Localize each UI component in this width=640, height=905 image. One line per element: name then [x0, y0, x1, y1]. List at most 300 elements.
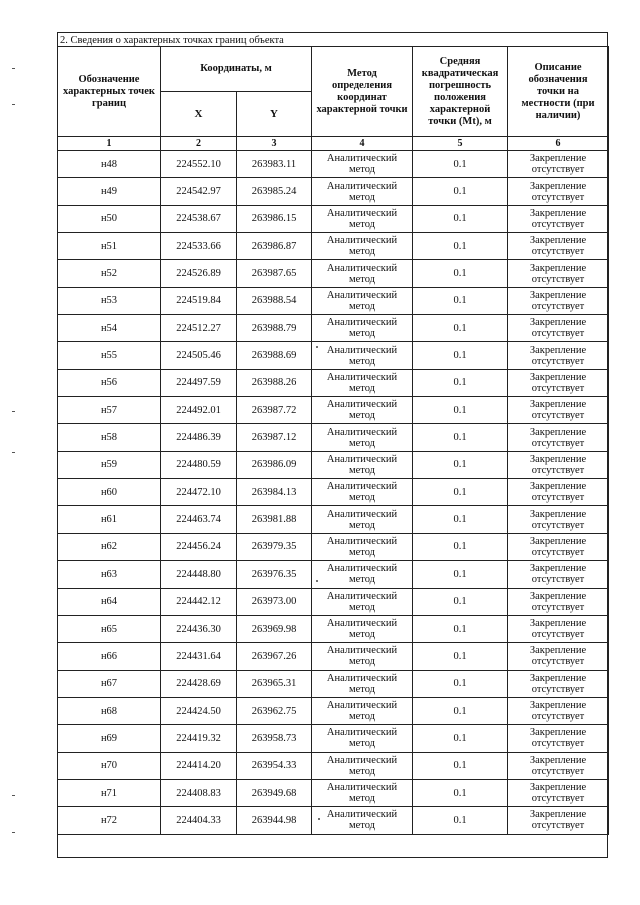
- coord-y: 263988.79: [237, 315, 312, 342]
- table-body: [58, 151, 609, 835]
- description-line: отсутствует: [531, 601, 585, 613]
- method-cell: [312, 506, 413, 533]
- method-line: Аналитический: [326, 618, 398, 630]
- header-description-line: местности (при: [521, 97, 595, 109]
- method-line: метод: [348, 519, 376, 531]
- header-description-line: точки на: [537, 85, 579, 97]
- accuracy-mt: 0.1: [413, 561, 508, 588]
- header-description-line: Описание: [534, 61, 582, 73]
- coord-x: 224404.33: [161, 807, 237, 834]
- description-cell: [508, 615, 609, 642]
- method-line: метод: [348, 793, 376, 805]
- coord-y: 263967.26: [237, 643, 312, 670]
- method-line: Аналитический: [326, 399, 398, 411]
- description-cell: [508, 369, 609, 396]
- coord-y: 263954.33: [237, 752, 312, 779]
- coord-y: 263981.88: [237, 506, 312, 533]
- margin-mark: [12, 68, 15, 69]
- coord-y: 263988.26: [237, 369, 312, 396]
- method-cell: [312, 424, 413, 451]
- table-row: [58, 643, 609, 670]
- description-line: отсутствует: [531, 793, 585, 805]
- method-cell: [312, 369, 413, 396]
- method-cell: [312, 287, 413, 314]
- coord-x: 224497.59: [161, 369, 237, 396]
- method-line: Аналитический: [326, 535, 398, 547]
- coord-y: 263962.75: [237, 697, 312, 724]
- table-row: [58, 342, 609, 369]
- method-line: Аналитический: [326, 207, 398, 219]
- description-line: отсутствует: [531, 738, 585, 750]
- method-line: Аналитический: [326, 453, 398, 465]
- header-method-line: Метод: [347, 67, 377, 79]
- coord-y: 263944.98: [237, 807, 312, 834]
- header-point: [58, 47, 161, 137]
- coord-x: 224519.84: [161, 287, 237, 314]
- coord-x: 224408.83: [161, 779, 237, 806]
- description-line: отсутствует: [531, 300, 585, 312]
- header-method: [312, 47, 413, 137]
- method-line: метод: [348, 437, 376, 449]
- method-line: метод: [348, 218, 376, 230]
- boundary-points-table: [57, 46, 609, 835]
- header-description-line: наличии): [535, 109, 581, 121]
- column-number: 3: [237, 137, 312, 151]
- point-id: н71: [58, 779, 161, 806]
- method-line: Аналитический: [326, 235, 398, 247]
- column-number: 1: [58, 137, 161, 151]
- description-line: отсутствует: [531, 629, 585, 641]
- point-id: н69: [58, 725, 161, 752]
- accuracy-mt: 0.1: [413, 643, 508, 670]
- column-number: 6: [508, 137, 609, 151]
- description-line: отсутствует: [531, 683, 585, 695]
- method-line: метод: [348, 683, 376, 695]
- method-line: Аналитический: [326, 317, 398, 329]
- margin-mark: [12, 411, 15, 412]
- scan-speck: [316, 346, 318, 348]
- point-id: н55: [58, 342, 161, 369]
- coord-x: 224486.39: [161, 424, 237, 451]
- table-row: [58, 424, 609, 451]
- table-row: [58, 451, 609, 478]
- coord-x: 224414.20: [161, 752, 237, 779]
- description-cell: [508, 506, 609, 533]
- table-row: [58, 697, 609, 724]
- method-line: Аналитический: [326, 508, 398, 520]
- coord-x: 224419.32: [161, 725, 237, 752]
- table-row: [58, 397, 609, 424]
- table-row: [58, 151, 609, 178]
- coord-x: 224533.66: [161, 233, 237, 260]
- column-number: 2: [161, 137, 237, 151]
- margin-mark: [12, 104, 15, 105]
- description-cell: [508, 670, 609, 697]
- table-row: [58, 369, 609, 396]
- scan-speck: [318, 818, 320, 820]
- point-id: н57: [58, 397, 161, 424]
- method-cell: [312, 588, 413, 615]
- table-row: [58, 233, 609, 260]
- table-row: [58, 315, 609, 342]
- point-id: н66: [58, 643, 161, 670]
- header-point-line: Обозначение: [78, 73, 140, 85]
- description-line: Закрепление: [529, 180, 587, 192]
- coord-y: 263949.68: [237, 779, 312, 806]
- point-id: н49: [58, 178, 161, 205]
- description-cell: [508, 561, 609, 588]
- description-line: отсутствует: [531, 410, 585, 422]
- accuracy-mt: 0.1: [413, 725, 508, 752]
- point-id: н62: [58, 533, 161, 560]
- description-line: Закрепление: [529, 235, 587, 247]
- description-cell: [508, 479, 609, 506]
- margin-mark: [12, 452, 15, 453]
- method-cell: [312, 451, 413, 478]
- column-number: 4: [312, 137, 413, 151]
- point-id: н63: [58, 561, 161, 588]
- coord-x: 224542.97: [161, 178, 237, 205]
- description-cell: [508, 779, 609, 806]
- point-id: н53: [58, 287, 161, 314]
- header-accuracy-line: точки (Mt), м: [428, 115, 492, 127]
- method-line: метод: [348, 820, 376, 832]
- coord-x: 224552.10: [161, 151, 237, 178]
- description-line: Закрепление: [529, 207, 587, 219]
- coord-x: 224424.50: [161, 697, 237, 724]
- header-coords: Координаты, м: [161, 47, 312, 92]
- coord-x: 224456.24: [161, 533, 237, 560]
- header-accuracy-line: погрешность: [428, 79, 492, 91]
- coord-y: 263969.98: [237, 615, 312, 642]
- table-row: [58, 779, 609, 806]
- coord-y: 263987.65: [237, 260, 312, 287]
- accuracy-mt: 0.1: [413, 506, 508, 533]
- method-line: метод: [348, 656, 376, 668]
- coord-y: 263987.12: [237, 424, 312, 451]
- column-number-row: [58, 137, 609, 151]
- point-id: н61: [58, 506, 161, 533]
- description-line: Закрепление: [529, 453, 587, 465]
- table-row: [58, 287, 609, 314]
- description-cell: [508, 697, 609, 724]
- method-line: метод: [348, 546, 376, 558]
- method-line: Аналитический: [326, 153, 398, 165]
- method-line: Аналитический: [326, 754, 398, 766]
- coord-x: 224442.12: [161, 588, 237, 615]
- method-cell: [312, 260, 413, 287]
- method-cell: [312, 233, 413, 260]
- header-accuracy-line: характерной: [429, 103, 491, 115]
- header-accuracy-line: Средняя: [439, 55, 481, 67]
- method-line: метод: [348, 765, 376, 777]
- description-line: Закрепление: [529, 317, 587, 329]
- description-line: отсутствует: [531, 464, 585, 476]
- method-line: Аналитический: [326, 590, 398, 602]
- method-cell: [312, 397, 413, 424]
- accuracy-mt: 0.1: [413, 397, 508, 424]
- point-id: н70: [58, 752, 161, 779]
- coord-x: 224512.27: [161, 315, 237, 342]
- description-line: Закрепление: [529, 344, 587, 356]
- description-line: отсутствует: [531, 437, 585, 449]
- accuracy-mt: 0.1: [413, 287, 508, 314]
- method-line: метод: [348, 246, 376, 258]
- method-line: метод: [348, 629, 376, 641]
- accuracy-mt: 0.1: [413, 205, 508, 232]
- coord-y: 263988.69: [237, 342, 312, 369]
- header-description: [508, 47, 609, 137]
- method-cell: [312, 178, 413, 205]
- point-id: н51: [58, 233, 161, 260]
- method-line: метод: [348, 300, 376, 312]
- description-line: отсутствует: [531, 492, 585, 504]
- method-line: Аналитический: [326, 645, 398, 657]
- description-line: Закрепление: [529, 508, 587, 520]
- description-line: отсутствует: [531, 273, 585, 285]
- header-method-line: характерной точки: [316, 103, 408, 115]
- coord-x: 224480.59: [161, 451, 237, 478]
- accuracy-mt: 0.1: [413, 479, 508, 506]
- description-cell: [508, 205, 609, 232]
- method-line: Аналитический: [326, 809, 398, 821]
- description-line: Закрепление: [529, 481, 587, 493]
- accuracy-mt: 0.1: [413, 752, 508, 779]
- description-line: отсутствует: [531, 218, 585, 230]
- column-number: 5: [413, 137, 508, 151]
- coord-x: 224538.67: [161, 205, 237, 232]
- accuracy-mt: 0.1: [413, 369, 508, 396]
- accuracy-mt: 0.1: [413, 424, 508, 451]
- description-cell: [508, 151, 609, 178]
- point-id: н67: [58, 670, 161, 697]
- method-line: Аналитический: [326, 426, 398, 438]
- coord-y: 263973.00: [237, 588, 312, 615]
- header-method-line: координат: [337, 91, 387, 103]
- description-cell: [508, 397, 609, 424]
- method-line: метод: [348, 492, 376, 504]
- coord-x: 224472.10: [161, 479, 237, 506]
- accuracy-mt: 0.1: [413, 588, 508, 615]
- method-line: Аналитический: [326, 782, 398, 794]
- header-description-line: обозначения: [528, 73, 588, 85]
- coord-y: 263985.24: [237, 178, 312, 205]
- table-row: [58, 260, 609, 287]
- description-cell: [508, 260, 609, 287]
- coord-x: 224526.89: [161, 260, 237, 287]
- header-row: [58, 47, 609, 92]
- method-line: метод: [348, 738, 376, 750]
- description-line: Закрепление: [529, 426, 587, 438]
- point-id: н52: [58, 260, 161, 287]
- coord-x: 224492.01: [161, 397, 237, 424]
- method-line: метод: [348, 191, 376, 203]
- coord-y: 263984.13: [237, 479, 312, 506]
- method-cell: [312, 315, 413, 342]
- description-line: отсутствует: [531, 574, 585, 586]
- header-x: X: [161, 92, 237, 137]
- accuracy-mt: 0.1: [413, 342, 508, 369]
- table-row: [58, 807, 609, 834]
- table-row: [58, 506, 609, 533]
- description-cell: [508, 588, 609, 615]
- method-line: метод: [348, 574, 376, 586]
- point-id: н58: [58, 424, 161, 451]
- description-cell: [508, 178, 609, 205]
- method-cell: [312, 205, 413, 232]
- coord-y: 263983.11: [237, 151, 312, 178]
- method-line: Аналитический: [326, 727, 398, 739]
- description-cell: [508, 451, 609, 478]
- header-accuracy-line: квадратическая: [421, 67, 499, 79]
- method-cell: [312, 342, 413, 369]
- method-line: метод: [348, 164, 376, 176]
- method-line: Аналитический: [326, 481, 398, 493]
- description-line: Закрепление: [529, 809, 587, 821]
- method-line: метод: [348, 328, 376, 340]
- description-line: отсутствует: [531, 546, 585, 558]
- description-line: Закрепление: [529, 700, 587, 712]
- description-cell: [508, 752, 609, 779]
- description-line: отсутствует: [531, 382, 585, 394]
- accuracy-mt: 0.1: [413, 697, 508, 724]
- margin-mark: [12, 795, 15, 796]
- section-title: 2. Сведения о характерных точках границ объекта: [60, 35, 284, 46]
- coord-x: 224436.30: [161, 615, 237, 642]
- table-row: [58, 533, 609, 560]
- method-cell: [312, 697, 413, 724]
- accuracy-mt: 0.1: [413, 779, 508, 806]
- description-line: отсутствует: [531, 355, 585, 367]
- description-line: Закрепление: [529, 371, 587, 383]
- accuracy-mt: 0.1: [413, 178, 508, 205]
- table-row: [58, 725, 609, 752]
- accuracy-mt: 0.1: [413, 615, 508, 642]
- description-cell: [508, 233, 609, 260]
- point-id: н54: [58, 315, 161, 342]
- description-cell: [508, 315, 609, 342]
- description-line: Закрепление: [529, 672, 587, 684]
- coord-y: 263979.35: [237, 533, 312, 560]
- coord-y: 263987.72: [237, 397, 312, 424]
- header-accuracy-line: положения: [434, 91, 486, 103]
- table-row: [58, 752, 609, 779]
- description-line: Закрепление: [529, 754, 587, 766]
- point-id: н59: [58, 451, 161, 478]
- point-id: н48: [58, 151, 161, 178]
- method-cell: [312, 643, 413, 670]
- description-cell: [508, 342, 609, 369]
- header-accuracy: [413, 47, 508, 137]
- description-line: отсутствует: [531, 820, 585, 832]
- coord-y: 263986.09: [237, 451, 312, 478]
- method-line: метод: [348, 382, 376, 394]
- accuracy-mt: 0.1: [413, 233, 508, 260]
- description-line: отсутствует: [531, 246, 585, 258]
- accuracy-mt: 0.1: [413, 451, 508, 478]
- method-line: Аналитический: [326, 672, 398, 684]
- header-method-line: определения: [332, 79, 392, 91]
- description-line: отсутствует: [531, 328, 585, 340]
- description-line: Закрепление: [529, 782, 587, 794]
- description-cell: [508, 424, 609, 451]
- method-line: метод: [348, 273, 376, 285]
- method-line: Аналитический: [326, 289, 398, 301]
- header-point-line: границ: [91, 97, 126, 109]
- accuracy-mt: 0.1: [413, 315, 508, 342]
- accuracy-mt: 0.1: [413, 151, 508, 178]
- coord-y: 263988.54: [237, 287, 312, 314]
- description-line: отсутствует: [531, 519, 585, 531]
- coord-y: 263986.15: [237, 205, 312, 232]
- table-row: [58, 588, 609, 615]
- coord-x: 224428.69: [161, 670, 237, 697]
- point-id: н50: [58, 205, 161, 232]
- description-cell: [508, 287, 609, 314]
- method-cell: [312, 533, 413, 560]
- table-row: [58, 561, 609, 588]
- method-line: метод: [348, 355, 376, 367]
- method-line: Аналитический: [326, 262, 398, 274]
- description-cell: [508, 807, 609, 834]
- method-cell: [312, 615, 413, 642]
- coord-x: 224431.64: [161, 643, 237, 670]
- coord-y: 263965.31: [237, 670, 312, 697]
- point-id: н60: [58, 479, 161, 506]
- coord-x: 224505.46: [161, 342, 237, 369]
- coord-y: 263986.87: [237, 233, 312, 260]
- description-cell: [508, 725, 609, 752]
- accuracy-mt: 0.1: [413, 807, 508, 834]
- description-line: Закрепление: [529, 590, 587, 602]
- description-line: Закрепление: [529, 399, 587, 411]
- accuracy-mt: 0.1: [413, 670, 508, 697]
- method-cell: [312, 151, 413, 178]
- point-id: н65: [58, 615, 161, 642]
- description-cell: [508, 643, 609, 670]
- description-line: отсутствует: [531, 191, 585, 203]
- method-cell: [312, 779, 413, 806]
- description-line: Закрепление: [529, 289, 587, 301]
- method-line: Аналитический: [326, 344, 398, 356]
- method-line: метод: [348, 711, 376, 723]
- scan-speck: [316, 580, 318, 582]
- table-row: [58, 178, 609, 205]
- table-row: [58, 205, 609, 232]
- description-cell: [508, 533, 609, 560]
- point-id: н56: [58, 369, 161, 396]
- method-line: метод: [348, 464, 376, 476]
- point-id: н64: [58, 588, 161, 615]
- header-point-line: характерных точек: [63, 85, 155, 97]
- method-cell: [312, 670, 413, 697]
- method-cell: [312, 725, 413, 752]
- header-y: Y: [237, 92, 312, 137]
- point-id: н72: [58, 807, 161, 834]
- method-cell: [312, 479, 413, 506]
- table-row: [58, 670, 609, 697]
- coord-y: 263958.73: [237, 725, 312, 752]
- accuracy-mt: 0.1: [413, 533, 508, 560]
- method-line: метод: [348, 410, 376, 422]
- description-line: Закрепление: [529, 645, 587, 657]
- description-line: Закрепление: [529, 563, 587, 575]
- description-line: отсутствует: [531, 656, 585, 668]
- method-cell: [312, 807, 413, 834]
- method-cell: [312, 561, 413, 588]
- description-line: отсутствует: [531, 164, 585, 176]
- method-line: Аналитический: [326, 700, 398, 712]
